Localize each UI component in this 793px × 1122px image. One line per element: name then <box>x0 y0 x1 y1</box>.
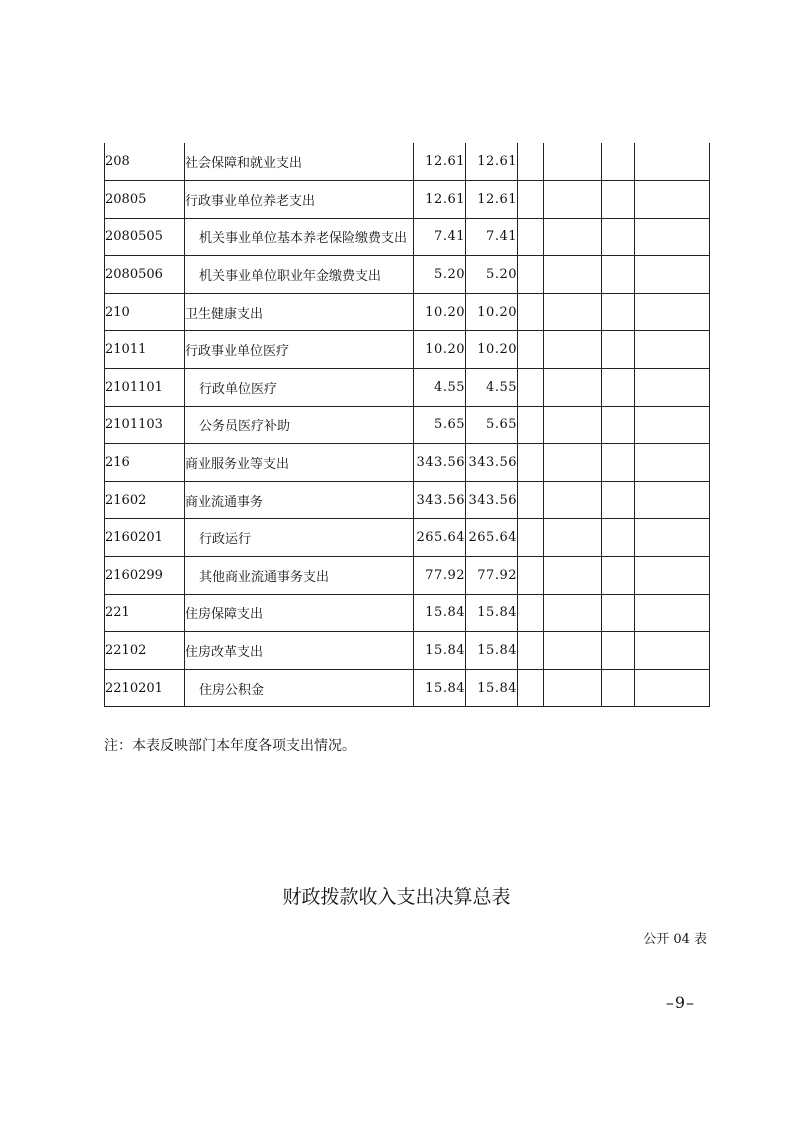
row-empty-cell <box>544 669 602 707</box>
row-code: 2080505 <box>105 218 185 256</box>
row-empty-cell <box>602 481 635 519</box>
row-name: 其他商业流通事务支出 <box>185 557 414 595</box>
row-basic: 15.84 <box>466 669 518 707</box>
row-empty-cell <box>544 557 602 595</box>
row-name: 行政运行 <box>185 519 414 557</box>
table-row <box>105 481 710 519</box>
row-empty-cell <box>635 256 710 294</box>
row-empty-cell <box>635 519 710 557</box>
row-code: 216 <box>105 444 185 482</box>
table-row <box>105 669 710 707</box>
row-empty-cell <box>518 369 544 407</box>
row-basic: 12.61 <box>466 181 518 219</box>
row-empty-cell <box>518 444 544 482</box>
row-empty-cell <box>602 632 635 670</box>
section-title: 财政拨款收入支出决算总表 <box>282 886 511 908</box>
row-name: 商业服务业等支出 <box>185 444 414 482</box>
row-total: 265.64 <box>414 519 466 557</box>
row-total: 343.56 <box>414 444 466 482</box>
row-basic: 10.20 <box>466 293 518 331</box>
row-code: 21011 <box>105 331 185 369</box>
row-empty-cell <box>544 181 602 219</box>
row-total: 12.61 <box>414 143 466 181</box>
row-empty-cell <box>635 293 710 331</box>
row-empty-cell <box>635 143 710 181</box>
row-total: 10.20 <box>414 331 466 369</box>
row-total: 7.41 <box>414 218 466 256</box>
row-empty-cell <box>518 181 544 219</box>
row-basic: 343.56 <box>466 444 518 482</box>
row-empty-cell <box>544 143 602 181</box>
row-total: 15.84 <box>414 632 466 670</box>
row-code: 2101101 <box>105 369 185 407</box>
row-empty-cell <box>635 369 710 407</box>
row-name: 住房改革支出 <box>185 632 414 670</box>
row-basic: 7.41 <box>466 218 518 256</box>
row-empty-cell <box>518 519 544 557</box>
table-row <box>105 594 710 632</box>
row-empty-cell <box>544 369 602 407</box>
row-empty-cell <box>602 594 635 632</box>
row-empty-cell <box>518 406 544 444</box>
row-empty-cell <box>602 256 635 294</box>
row-empty-cell <box>602 369 635 407</box>
row-empty-cell <box>635 181 710 219</box>
row-empty-cell <box>518 218 544 256</box>
page-number: –9– <box>665 993 695 1012</box>
row-code: 210 <box>105 293 185 331</box>
row-basic: 265.64 <box>466 519 518 557</box>
row-empty-cell <box>544 519 602 557</box>
row-empty-cell <box>602 669 635 707</box>
row-empty-cell <box>635 331 710 369</box>
row-empty-cell <box>518 632 544 670</box>
expense-table <box>104 143 710 707</box>
row-empty-cell <box>518 594 544 632</box>
table-note: 注：本表反映部门本年度各项支出情况。 <box>104 738 356 754</box>
row-code: 208 <box>105 143 185 181</box>
row-total: 5.20 <box>414 256 466 294</box>
row-empty-cell <box>635 594 710 632</box>
row-empty-cell <box>518 557 544 595</box>
row-empty-cell <box>518 143 544 181</box>
row-empty-cell <box>602 181 635 219</box>
row-code: 22102 <box>105 632 185 670</box>
table-row <box>105 181 710 219</box>
row-empty-cell <box>602 406 635 444</box>
row-total: 12.61 <box>414 181 466 219</box>
row-empty-cell <box>602 557 635 595</box>
row-total: 5.65 <box>414 406 466 444</box>
row-name: 行政单位医疗 <box>185 369 414 407</box>
row-name: 行政事业单位养老支出 <box>185 181 414 219</box>
row-empty-cell <box>518 293 544 331</box>
row-total: 15.84 <box>414 669 466 707</box>
row-basic: 15.84 <box>466 594 518 632</box>
row-code: 2210201 <box>105 669 185 707</box>
row-empty-cell <box>635 481 710 519</box>
row-basic: 15.84 <box>466 632 518 670</box>
row-empty-cell <box>544 594 602 632</box>
row-basic: 4.55 <box>466 369 518 407</box>
table-row <box>105 293 710 331</box>
row-empty-cell <box>602 143 635 181</box>
row-empty-cell <box>544 632 602 670</box>
row-total: 4.55 <box>414 369 466 407</box>
table-code-label: 公开 04 表 <box>643 932 707 947</box>
row-total: 10.20 <box>414 293 466 331</box>
table-row <box>105 369 710 407</box>
table-row <box>105 406 710 444</box>
row-empty-cell <box>602 293 635 331</box>
row-empty-cell <box>635 218 710 256</box>
row-empty-cell <box>518 331 544 369</box>
row-empty-cell <box>602 519 635 557</box>
row-empty-cell <box>544 218 602 256</box>
table-row <box>105 143 710 181</box>
row-empty-cell <box>602 444 635 482</box>
table-row <box>105 519 710 557</box>
row-empty-cell <box>544 444 602 482</box>
row-basic: 77.92 <box>466 557 518 595</box>
row-total: 15.84 <box>414 594 466 632</box>
row-code: 2160299 <box>105 557 185 595</box>
row-total: 343.56 <box>414 481 466 519</box>
table-row <box>105 444 710 482</box>
table-row <box>105 632 710 670</box>
row-basic: 12.61 <box>466 143 518 181</box>
row-empty-cell <box>635 669 710 707</box>
row-empty-cell <box>544 406 602 444</box>
table-row <box>105 218 710 256</box>
row-empty-cell <box>518 481 544 519</box>
row-empty-cell <box>602 218 635 256</box>
row-empty-cell <box>635 444 710 482</box>
table-row <box>105 557 710 595</box>
row-name: 公务员医疗补助 <box>185 406 414 444</box>
row-empty-cell <box>635 557 710 595</box>
row-basic: 10.20 <box>466 331 518 369</box>
row-name: 机关事业单位基本养老保险缴费支出 <box>185 218 414 256</box>
row-empty-cell <box>518 669 544 707</box>
row-name: 行政事业单位医疗 <box>185 331 414 369</box>
row-code: 21602 <box>105 481 185 519</box>
row-code: 2080506 <box>105 256 185 294</box>
row-empty-cell <box>635 632 710 670</box>
table-row <box>105 331 710 369</box>
row-empty-cell <box>518 256 544 294</box>
row-name: 住房保障支出 <box>185 594 414 632</box>
row-code: 221 <box>105 594 185 632</box>
row-name: 住房公积金 <box>185 669 414 707</box>
row-code: 20805 <box>105 181 185 219</box>
row-code: 2160201 <box>105 519 185 557</box>
row-code: 2101103 <box>105 406 185 444</box>
row-name: 卫生健康支出 <box>185 293 414 331</box>
row-total: 77.92 <box>414 557 466 595</box>
row-name: 社会保障和就业支出 <box>185 143 414 181</box>
expense-table-body <box>105 143 710 707</box>
row-name: 机关事业单位职业年金缴费支出 <box>185 256 414 294</box>
row-empty-cell <box>544 256 602 294</box>
row-name: 商业流通事务 <box>185 481 414 519</box>
row-empty-cell <box>635 406 710 444</box>
row-empty-cell <box>544 331 602 369</box>
row-basic: 5.20 <box>466 256 518 294</box>
row-empty-cell <box>544 293 602 331</box>
table-row <box>105 256 710 294</box>
row-basic: 5.65 <box>466 406 518 444</box>
row-empty-cell <box>544 481 602 519</box>
row-empty-cell <box>602 331 635 369</box>
row-basic: 343.56 <box>466 481 518 519</box>
